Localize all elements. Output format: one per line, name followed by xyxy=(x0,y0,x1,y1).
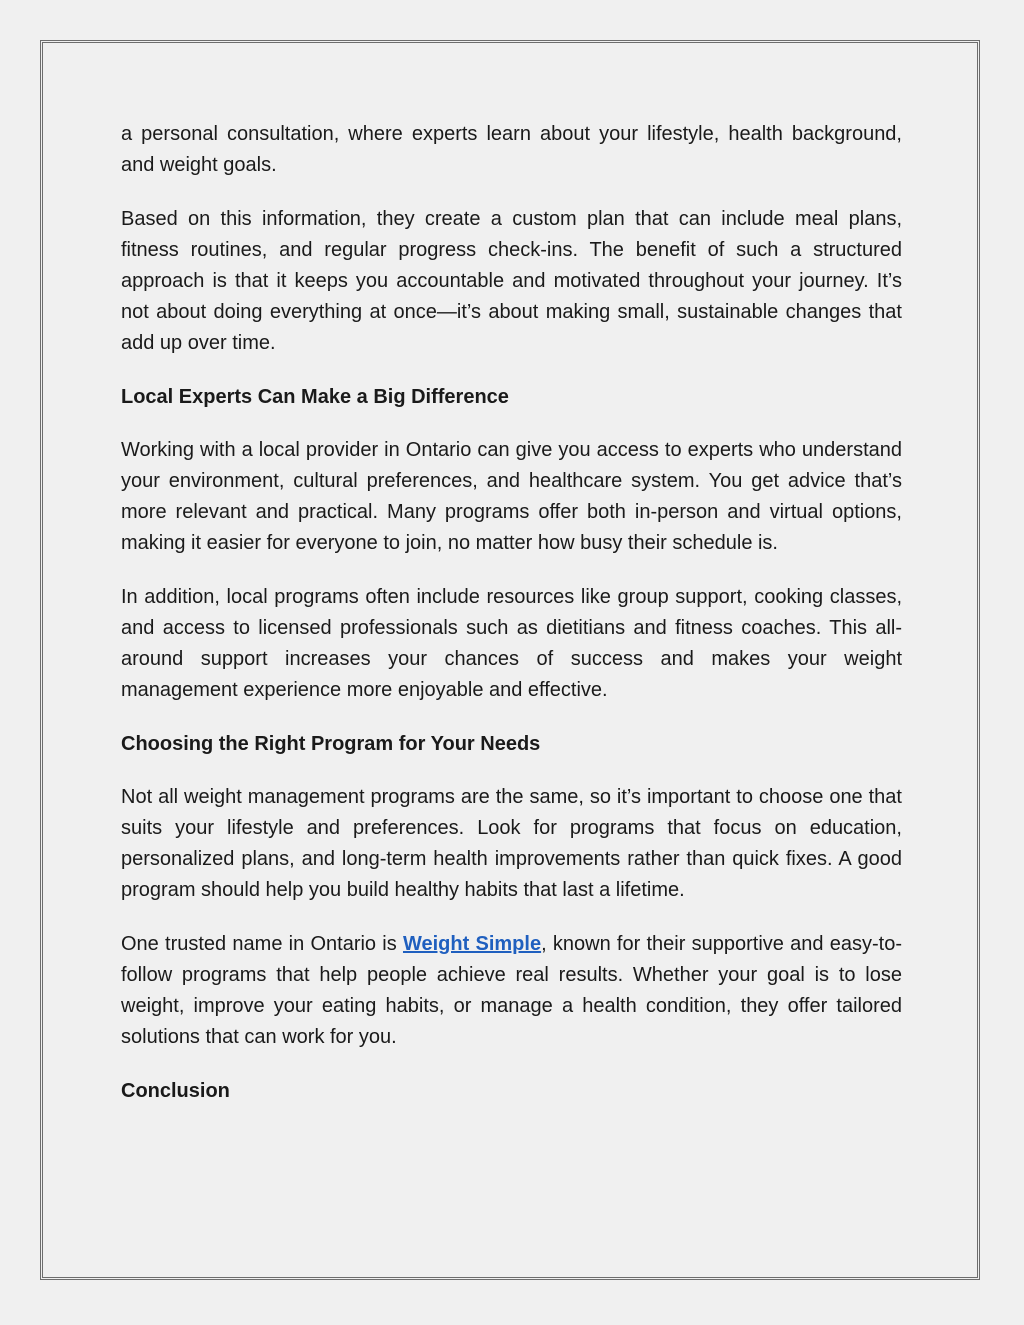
paragraph-not-all-programs: Not all weight management programs are the same, so it’s important to choose one that suits your lifestyle and preferences. Look for programs that focus on education, personalized plans, and long-term health improvements rather than quick fixes. A good program should help you build healthy habits that last a lifetime. xyxy=(121,786,902,901)
trusted-name-text-after: , known for their supportive and easy-to-follow programs that help people achieve real results. Whether your goal is to lose weight, improve your eating habits, or manage a health condition, they offer tailored solutions that can work for you. xyxy=(121,933,902,1048)
heading-conclusion: Conclusion xyxy=(121,1080,230,1102)
paragraph-local-programs: In addition, local programs often include resources like group support, cooking classes, and access to licensed professionals such as dietitians and fitness coaches. This all-around support increases your chances of success and makes your weight management experience more enjoyable and effective. xyxy=(121,586,902,701)
paragraph-custom-plan: Based on this information, they create a custom plan that can include meal plans, fitness routines, and regular progress check-ins. The benefit of such a structured approach is that it keeps you accountable and motivated throughout your journey. It’s not about doing everything at once—it’s about making small, sustainable changes that add up over time. xyxy=(121,208,902,354)
document-body xyxy=(121,119,902,1129)
paragraph-local-provider: Working with a local provider in Ontario can give you access to experts who understand your environment, cultural preferences, and healthcare system. You get advice that’s more relevant and practical. Many programs offer both in-person and virtual options, making it easier for everyone to join, no matter how busy their schedule is. xyxy=(121,439,902,554)
heading-choosing-program: Choosing the Right Program for Your Needs xyxy=(121,733,541,755)
paragraph-trusted-name xyxy=(121,929,902,1053)
heading-local-experts: Local Experts Can Make a Big Difference xyxy=(121,386,509,408)
weight-simple-link[interactable]: Weight Simple xyxy=(402,933,542,955)
trusted-name-text-before: One trusted name in Ontario is xyxy=(121,933,403,955)
paragraph-consultation: a personal consultation, where experts learn about your lifestyle, health background, and weight goals. xyxy=(121,123,902,176)
